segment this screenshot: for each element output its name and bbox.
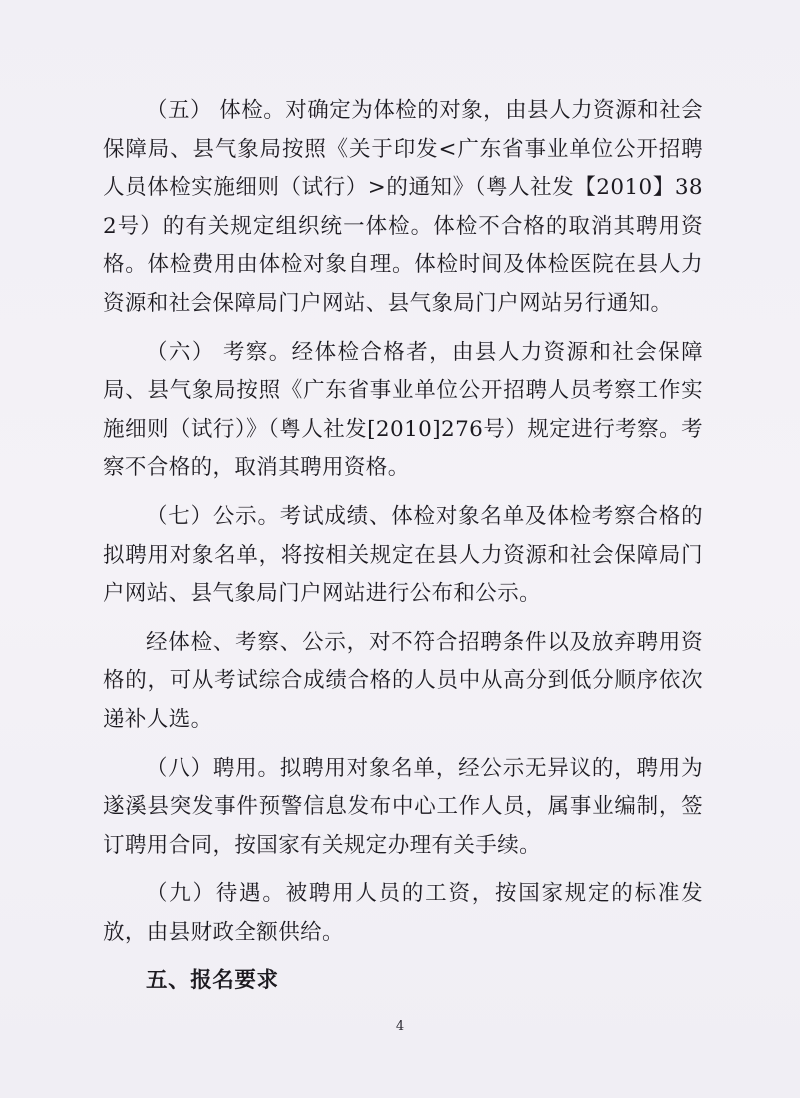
paragraph-physical-exam: （五） 体检。对确定为体检的对象，由县人力资源和社会保障局、县气象局按照《关于印发<广东省事业单位公开招聘人员体检实施细则（试行）>的通知》（粤人社发【2010】382号）的有关规定组织统一体检。体检不合格的取消其聘用资格。体检费用由体检对象自理。体检时间及体检医院在县人力资源和社会保障局门户网站、县气象局门户网站另行通知。 [103, 98, 703, 316]
paragraph-salary: （九）待遇。被聘用人员的工资，按国家规定的标准发放，由县财政全额供给。 [103, 881, 703, 945]
document-body [103, 92, 703, 1001]
page-number: 4 [395, 1019, 405, 1034]
paragraph-inspection: （六） 考察。经体检合格者，由县人力资源和社会保障局、县气象局按照《广东省事业单位公开招聘人员考察工作实施细则（试行）》（粤人社发[2010]276号）规定进行考察。考察不合格的，取消其聘用资格。 [103, 339, 703, 481]
paragraph-publicity: （七）公示。考试成绩、体检对象名单及体检考察合格的拟聘用对象名单，将按相关规定在县人力资源和社会保障局门户网站、县气象局门户网站进行公布和公示。 [103, 503, 703, 607]
paragraph-employment: （八）聘用。拟聘用对象名单，经公示无异议的，聘用为遂溪县突发事件预警信息发布中心工作人员，属事业编制，签订聘用合同，按国家有关规定办理有关手续。 [103, 755, 703, 858]
paragraph-replacement: 经体检、考察、公示，对不符合招聘条件以及放弃聘用资格的，可从考试综合成绩合格的人员中从高分到低分顺序依次递补人选。 [103, 629, 703, 732]
section-heading: 五、报名要求 [146, 968, 279, 994]
